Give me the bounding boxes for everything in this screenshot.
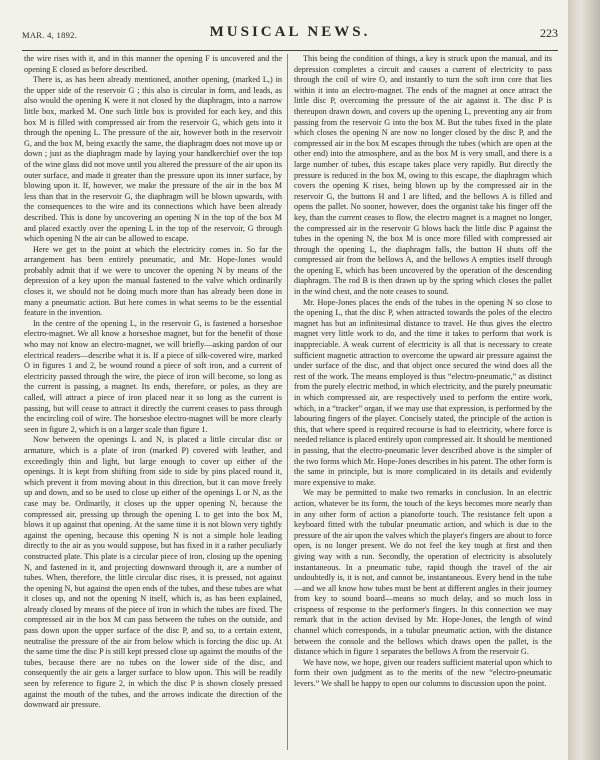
paragraph: Here we get to the point at which the electricity comes in. So far the arrangement has been entirely pneumatic, and Mr. Hope-Jones would probably admit that if we were to uncover the opening N by means of the depression of a key upon the manual fastened to the valve which ordinarily closes it, we should not be doing much more than has already been done in many a pneumatic action. But here comes in what seems to be the essential feature in the invention.: [24, 244, 282, 318]
page-header: [22, 24, 558, 46]
issue-date: MAR. 4, 1892.: [22, 30, 78, 40]
paragraph: the wire rises with it, and in this manner the opening F is uncovered and the opening E closed as before described.: [24, 54, 282, 74]
journal-title: MUSICAL NEWS.: [209, 24, 371, 40]
paragraph: We may be permitted to make two remarks in conclusion. In an electric action, whatever be its form, the touch of the keys becomes more nearly than in any other form of action a pianoforte touch. The resistance felt upon a keyboard fitted with the tubular pneumatic action, and which is due to the pressure of the air upon the valves which the player's fingers are about to force open, is no longer present. We do not feel the key tough at first and then giving way with a run. Secondly, the operation of electricity is absolutely instantaneous. In a pneumatic tube, rapid though the travel of the air undoubtedly is, it is not, and cannot be, instantaneous. Every bend in the tube—and we all know how tubes must be bent at different angles in their journey from key to sound board—means so much delay, and so much loss in crispness of response to the performer's fingers. In this connection we may remark that in the action devised by Mr. Hope-Jones, the length of wind channel which corresponds, in a tubular pneumatic action, with the distance between the console and the bellows which draws open the pallet, is the distance which in figure 1 separates the bellows A from the reservoir G.: [294, 488, 552, 657]
paragraph: Mr. Hope-Jones places the ends of the tubes in the opening N so close to the opening L, that the disc P, when attracted towards the poles of the electro magnet has but an infinitesimal distance to travel. He thus gives the electro magnet very little work to do, and the time it takes to perform that work is inappreciable. A weak current of electricity is all that is necessary to create sufficient magnetic attraction to overcome the upward air pressure against the under surface of the disc, and that object once secured the wind does all the rest of the work. The means employed is thus “electro-pneumatic,” as distinct from the purely electric method, in which electricity, and the purely pneumatic in which compressed air, are respectively used to perform the entire work, which, in a “tracker” organ, if we may use that expression, is performed by the labouring fingers of the player. Concisely stated, the principle of the action is this, that where speed is required recourse is had to electricity, where force is needed reliance is placed entirely upon compressed air. It should be mentioned in passing, that the electro-pneumatic lever described above is the simpler of the two forms which Mr. Hope-Jones describes in his patent. The other form is the same in principle, but is more complicated in its details and evidently more expensive to make.: [294, 297, 552, 487]
page-number: 223: [540, 26, 558, 40]
book-binding-edge: [568, 0, 600, 760]
left-column: [24, 54, 282, 754]
header-rule: [22, 50, 558, 51]
right-column: [294, 54, 552, 754]
column-divider: [287, 54, 288, 750]
paragraph: This being the condition of things, a key is struck upon the manual, and its depression completes a circuit and causes a current of electricity to pass through the coil of wire O, and instantly to turn the soft iron core that lies within it into an electro-magnet. The ends of the magnet at once attract the little disc P, overcoming the pressure of the air against it. The disc P is thereupon drawn down, and covers up the opening L, preventing any air from passing from the reservoir G into the box M. But the tubes fixed in the plate which closes the opening N are now no longer closed by the disc P, and the compressed air in the box M escapes through the tubes (which are open at the other end) into the atmosphere, and as the box M is very small, and there is a large number of tubes, this escape takes place very rapidly. But directly the pressure is reduced in the box M, owing to this escape, the diaphragm which covers the opening K rises, being blown up by the compressed air in the reservoir G, the buttons H and I are lifted, and the bellows A is filled and opens the pallet. No sooner, however, does the organist take his finger off the key, than the current ceases to flow, the electro magnet is a magnet no longer, the compressed air in the reservoir G blows back the little disc P against the tubes in the opening N, the box M is once more filled with compressed air through the opening L, the diaphragm falls, the button H shuts off the compressed air from the bellows A, and the bellows A empties itself through the opening E, which has been uncovered by the operation of the descending diaphragm. The rod B is then drawn up by the spring which closes the pallet in the wind chest, and the note ceases to sound.: [294, 54, 552, 297]
paragraph: Now between the openings L and N, is placed a little circular disc or armature, which is a plate of iron (marked P) covered with leather, and exceedingly thin and light, but large enough to cover up either of the openings. It is kept from shifting from side to side by pins placed round it, which prevent it from moving about in this direction, but it can move freely up and down, and so be used to close up either of the openings L or N, as the case may be. Ordinarily, it closes up the upper opening N, because the compressed air, pressing up through the opening L to get into the box M, blows it up against that opening. At the same time it is not blown very tightly against the opening, because this opening N is not a simple hole leading directly to the air as you would suppose, but has fixed in it a rather peculiarly constructed plate. This plate is a circular piece of iron, closing up the opening N, and fastened in it, and projecting downward through it, are a number of tubes. When, therefore, the little circular disc rises, it is pressed, not against the opening N, but against the open ends of the tubes, and these tubes are what it closes up, and not the opening N itself, which is, as has been explained, already closed by means of the piece of iron in which the tubes are fixed. The compressed air in the box M can pass between the tubes on the outside, and pass down upon the upper surface of the disc P, and so, to a certain extent, neutralise the pressure of the air from below which is forcing the disc up. At the same time the disc P is still kept pressed close up against the mouths of the tubes, because there are no tubes on the lower side of the disc, and consequently the air gets a larger surface to blow upon. This will be readily seen by reference to figure 2, in which the disc P is shown closely pressed against the mouth of the tubes, and the arrows indicate the direction of the downward air pressure.: [24, 435, 282, 710]
paragraph: We have now, we hope, given our readers sufficient material upon which to form their own judgment as to the merits of the new “electro-pneumatic levers.” We shall be happy to open our columns to discussion upon the point.: [294, 657, 552, 689]
paragraph: In the centre of the opening L, in the reservoir G, is fastened a horseshoe electro-magnet. We all know a horseshoe magnet, but for the benefit of those who may not know an electro-magnet, we will briefly—asking pardon of our electrical readers—describe what it is. If a piece of silk-covered wire, marked O in figures 1 and 2, be wound round a piece of soft iron, and a current of electricity passed through the wire, the piece of iron will become, so long as the current is passing, a magnet. Its ends, therefore, or poles, as they are called, will attract a piece of iron placed near it so long as the current is passing, but will cease to attract it directly the current ceases to pass through the encircling coil of wire. The horseshoe electro-magnet will be more clearly seen in figure 2, which is on a larger scale than figure 1.: [24, 318, 282, 434]
paragraph: There is, as has been already mentioned, another opening, (marked L,) in the upper side of the reservoir G ; this also is circular in form, and leads, as also would the opening K were it not closed by the diaphragm, into a narrow little box, marked M. One such little box is provided for each key, and this box M is filled with compressed air from the reservoir G, which gets into it through the opening L. The pressure of the air, however both in the reservoir G, and the box M, being exactly the same, the diaphragm does not move up or down ; just as the diaphragm made by laying your handkerchief over the top of the wine glass did not move until you altered the pressure of the air upon its outer surface, and made it greater than the pressure upon its inner surface, by blowing upon it. If, however, we make the pressure of the air in the box M less than that in the reservoir G, the diaphragm will be blown upwards, with the consequences to the wire and its connections which have been already described. This is done by uncovering an opening N in the top of the box M and placed exactly over the opening L in the top of the reservoir, G through which opening N the air can be allowed to escape.: [24, 75, 282, 244]
